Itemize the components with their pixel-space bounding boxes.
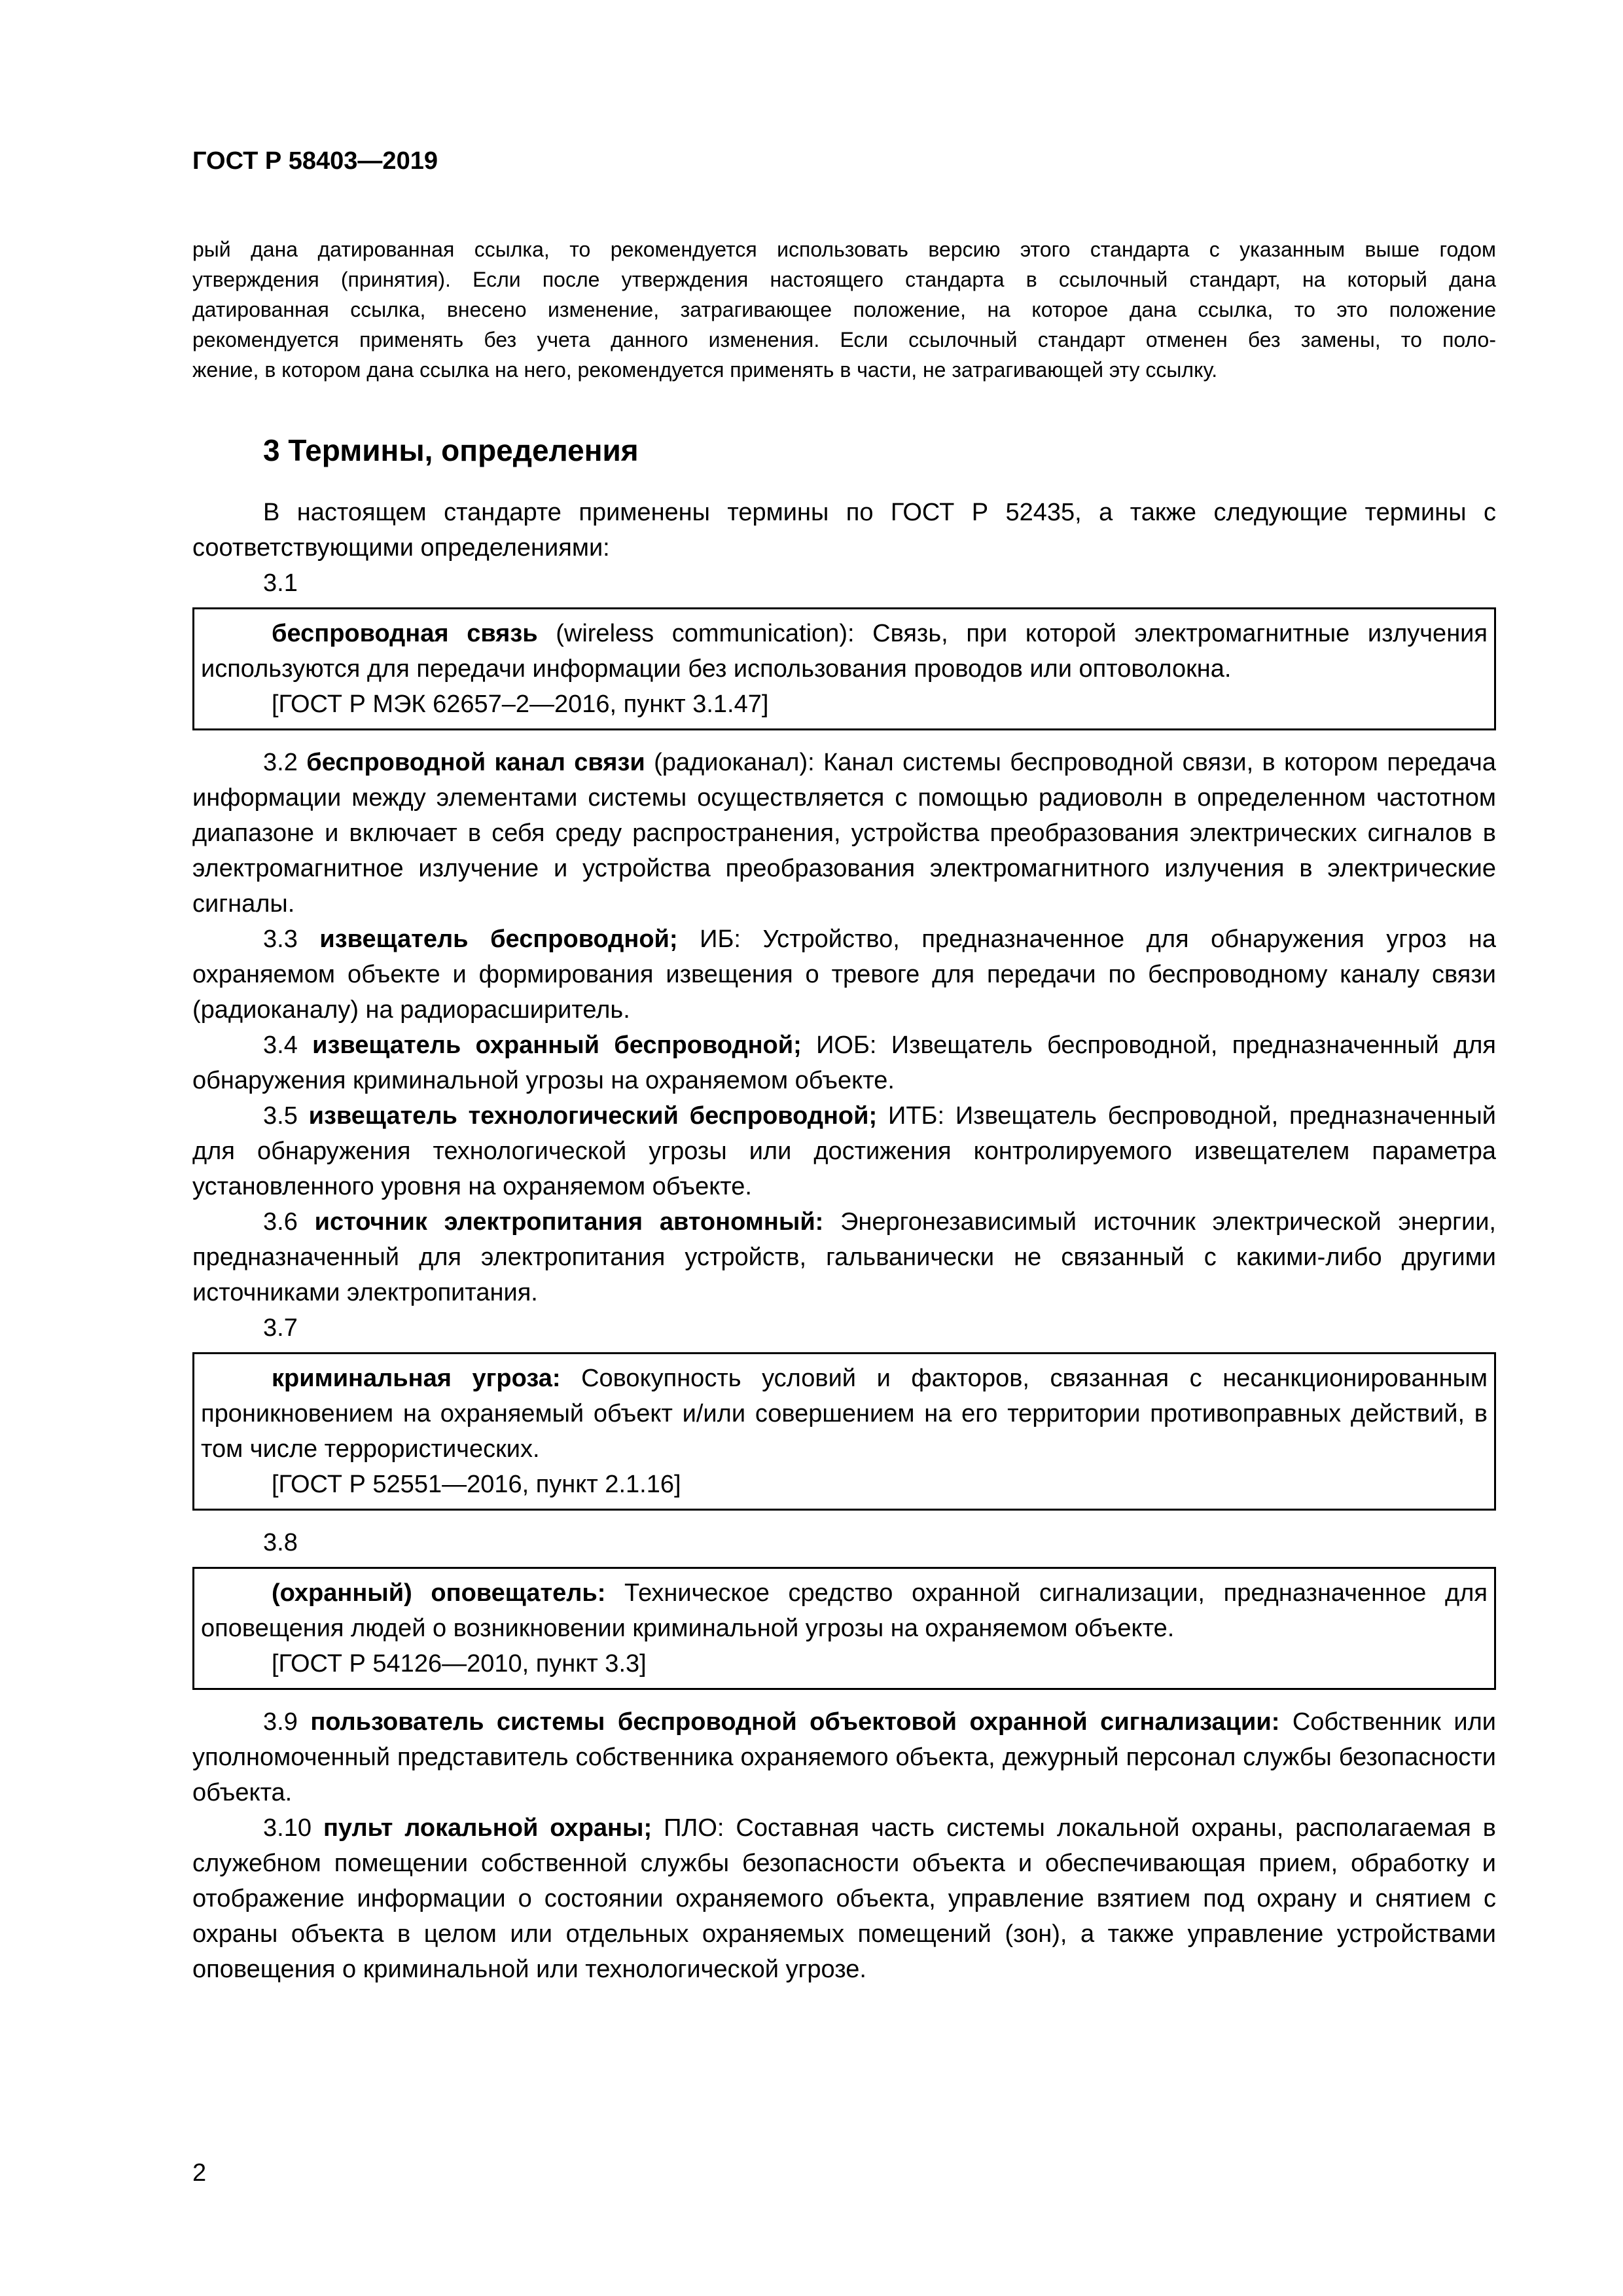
term-number: 3.6 <box>263 1208 298 1236</box>
term-number: 3.8 <box>263 1529 298 1556</box>
term-name: криминальная угроза: <box>272 1365 561 1392</box>
term-text: Техническое средство охранной сигнализации, предназначенное для оповещения людей о возникновении криминальной угрозы на охраняемом объекте. <box>201 1579 1488 1642</box>
document-id: ГОСТ Р 58403—2019 <box>192 147 438 175</box>
term-text: (радиоканал): Канал системы беспроводной связи, в котором передача информации между элементами системы осуществляется с помощью радиоволн в определенном частотном диапазоне и включает в себя среду распространения, устройства преобразования электрических сигналов в электромагнитное излучение и устройства преобразования электромагнитного излучения в электрические сигналы. <box>192 749 1496 918</box>
term-number: 3.10 <box>263 1814 312 1842</box>
term-name: извещатель беспроводной; <box>319 925 678 953</box>
term-box-3-8 <box>192 1567 1496 1690</box>
term-text: ИОБ: Извещатель беспроводной, предназначенный для обнаружения криминальной угрозы на охраняемом объекте. <box>192 1031 1496 1094</box>
term-source: [ГОСТ Р МЭК 62657–2—2016, пункт 3.1.47] <box>272 691 769 718</box>
term-number: 3.4 <box>263 1031 298 1059</box>
continuation-line: рый дана датированная ссылка, то рекомендуется использовать версию этого стандарта с указанным выше годом <box>192 238 1496 261</box>
term-definition <box>201 1575 1488 1646</box>
term-source: [ГОСТ Р 52551—2016, пункт 2.1.16] <box>272 1471 681 1498</box>
term-number: 3.5 <box>263 1102 298 1130</box>
term-name: беспроводная связь <box>272 620 538 647</box>
term-number: 3.9 <box>263 1708 298 1736</box>
term-number: 3.2 <box>263 749 298 776</box>
term-3-6 <box>192 1204 1496 1310</box>
term-text: Собственник или уполномоченный представитель собственника охраняемого объекта, дежурный персонал службы безопасности объекта. <box>192 1708 1496 1806</box>
section-intro: В настоящем стандарте применены термины по ГОСТ Р 52435, а также следующие термины с соответствующими определениями: <box>192 499 1496 562</box>
term-number: 3.3 <box>263 925 298 953</box>
term-name: источник электропитания автономный: <box>314 1208 824 1236</box>
term-3-4 <box>192 1028 1496 1098</box>
continuation-line: датированная ссылка, внесено изменение, затрагивающее положение, на которое дана ссылка, то это положение <box>192 298 1496 321</box>
term-box-3-7 <box>192 1352 1496 1511</box>
reference-continuation-paragraph <box>192 234 1496 385</box>
term-name: пользователь системы беспроводной объектовой охранной сигнализации: <box>310 1708 1280 1736</box>
term-3-3 <box>192 922 1496 1028</box>
term-3-5 <box>192 1098 1496 1204</box>
term-3-10 <box>192 1810 1496 1987</box>
term-text: Совокупность условий и факторов, связанная с несанкционированным проникновением на охраняемый объект и/или совершением на его территории противоправных действий, в том числе террористических. <box>201 1365 1488 1463</box>
term-text: ПЛО: Составная часть системы локальной охраны, располагаемая в служебном помещении собственной службы безопасности объекта и обеспечивающая прием, обработку и отображение информации о состоянии охраняемого объекта, управление взятием под охрану и снятием с охраны объекта в целом или отдельных охраняемых помещений (зон), а также управление устройствами оповещения о криминальной или технологической угрозе. <box>192 1814 1496 1983</box>
term-box-3-1 <box>192 607 1496 730</box>
term-text: ИТБ: Извещатель беспроводной, предназначенный для обнаружения технологической угрозы или достижения контролируемого извещателем параметра установленного уровня на охраняемом объекте. <box>192 1102 1497 1200</box>
term-definition <box>201 616 1488 687</box>
continuation-line: рекомендуется применять без учета данного изменения. Если ссылочный стандарт отменен без замены, то поло- <box>192 328 1496 351</box>
term-number: 3.1 <box>263 569 298 597</box>
section-title: 3 Термины, определения <box>263 433 639 467</box>
term-3-9 <box>192 1704 1496 1810</box>
term-text: Энергонезависимый источник электрической энергии, предназначенный для электропитания устройств, гальванически не связанный с какими-либо другими источниками электропитания. <box>192 1208 1496 1306</box>
continuation-line: жение, в котором дана ссылка на него, рекомендуется применять в части, не затрагивающей эту ссылку. <box>192 358 1218 382</box>
term-text: (wireless communication): Связь, при которой электромагнитные излучения используются для передачи информации без использования проводов или оптоволокна. <box>201 620 1488 683</box>
term-3-2 <box>192 745 1496 922</box>
term-text: ИБ: Устройство, предназначенное для обнаружения угроз на охраняемом объекте и формирования извещения о тревоге для передачи по беспроводному каналу связи (радиоканалу) на радиорасширитель. <box>192 925 1496 1024</box>
term-name: (охранный) оповещатель: <box>272 1579 606 1607</box>
page-number: 2 <box>192 2159 207 2187</box>
term-name: беспроводной канал связи <box>306 749 645 776</box>
term-definition <box>201 1361 1488 1467</box>
term-name: извещатель охранный беспроводной; <box>312 1031 802 1059</box>
continuation-line: утверждения (принятия). Если после утверждения настоящего стандарта в ссылочный стандарт, на который дана <box>192 268 1496 291</box>
term-name: пульт локальной охраны; <box>323 1814 652 1842</box>
term-name: извещатель технологический беспроводной; <box>308 1102 878 1130</box>
term-source: [ГОСТ Р 54126—2010, пункт 3.3] <box>272 1650 647 1677</box>
term-number: 3.7 <box>263 1314 298 1342</box>
page-content <box>192 145 1496 1987</box>
